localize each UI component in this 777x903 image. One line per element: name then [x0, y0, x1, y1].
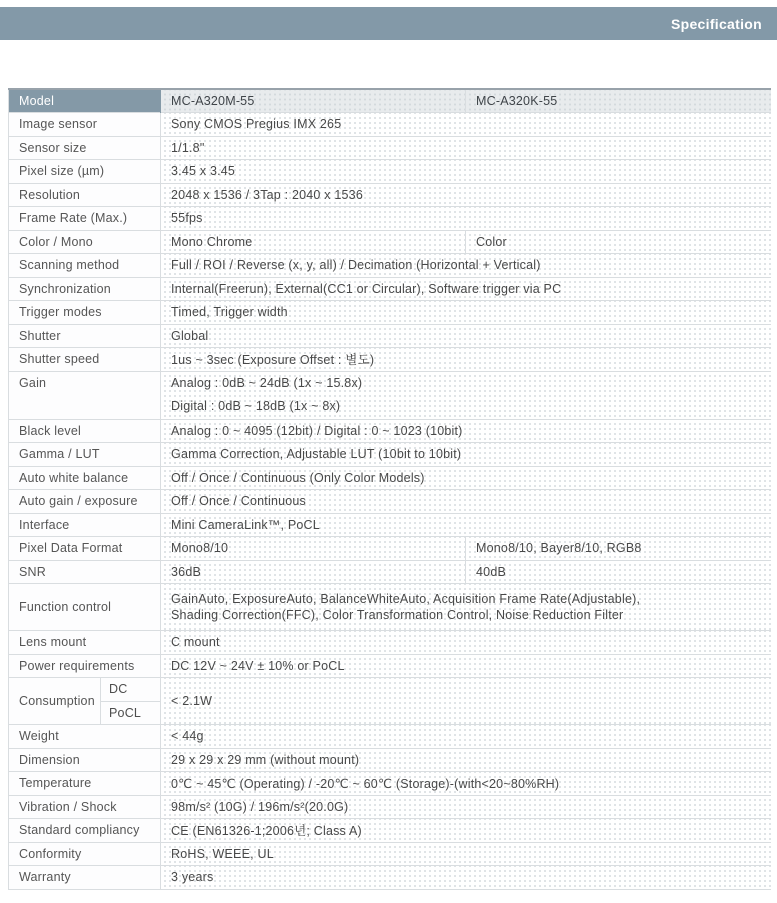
row-label: SNR: [9, 560, 161, 584]
row-pixel-size: [9, 160, 771, 184]
row-value: Full / ROI / Reverse (x, y, all) / Decimation (Horizontal + Vertical): [161, 254, 771, 278]
row-label: Warranty: [9, 866, 161, 890]
row-auto-white-balance: [9, 466, 771, 490]
row-value-color: Color: [466, 230, 771, 254]
row-label: Scanning method: [9, 254, 161, 278]
row-value: 29 x 29 x 29 mm (without mount): [161, 748, 771, 772]
row-label: Gain: [9, 371, 161, 419]
row-function-control: [9, 584, 771, 631]
row-value-color: 40dB: [466, 560, 771, 584]
model-color-cell: MC-A320K-55: [466, 89, 771, 113]
row-label: Gamma / LUT: [9, 443, 161, 467]
row-value: 1/1.8": [161, 136, 771, 160]
row-label: Consumption: [9, 678, 101, 725]
row-value: Off / Once / Continuous: [161, 490, 771, 514]
row-auto-gain-exposure: [9, 490, 771, 514]
row-color-mono: [9, 230, 771, 254]
row-label: Frame Rate (Max.): [9, 207, 161, 231]
row-value: Off / Once / Continuous (Only Color Models): [161, 466, 771, 490]
row-label: Power requirements: [9, 654, 161, 678]
row-value-mono: Mono Chrome: [161, 230, 466, 254]
row-value: 55fps: [161, 207, 771, 231]
row-lens-mount: [9, 631, 771, 655]
row-value: 2048 x 1536 / 3Tap : 2040 x 1536: [161, 183, 771, 207]
row-value: Analog : 0 ~ 4095 (12bit) / Digital : 0 ~ 1023 (10bit): [161, 419, 771, 443]
row-value: Timed, Trigger width: [161, 301, 771, 325]
row-label: Shutter: [9, 324, 161, 348]
row-label: Vibration / Shock: [9, 795, 161, 819]
row-vibration-shock: [9, 795, 771, 819]
row-label: Standard compliancy: [9, 819, 161, 843]
consumption-sub-pocl: PoCL: [101, 701, 161, 725]
row-label: Synchronization: [9, 277, 161, 301]
row-value: DC 12V ~ 24V ± 10% or PoCL: [161, 654, 771, 678]
row-label: Trigger modes: [9, 301, 161, 325]
row-standard-compliancy: [9, 819, 771, 843]
row-shutter-speed: [9, 348, 771, 372]
row-value: RoHS, WEEE, UL: [161, 842, 771, 866]
function-control-line1: GainAuto, ExposureAuto, BalanceWhiteAuto, Acquisition Frame Rate(Adjustable),: [171, 591, 641, 606]
row-value: [161, 584, 771, 631]
row-value: Gamma Correction, Adjustable LUT (10bit to 10bit): [161, 443, 771, 467]
row-value: Global: [161, 324, 771, 348]
row-temperature: [9, 772, 771, 796]
row-gain: [9, 371, 771, 419]
row-value: 0℃ ~ 45℃ (Operating) / -20℃ ~ 60℃ (Storage)-(with<20~80%RH): [161, 772, 771, 796]
row-interface: [9, 513, 771, 537]
row-synchronization: [9, 277, 771, 301]
gain-analog: Analog : 0dB ~ 24dB (1x ~ 15.8x): [171, 375, 363, 390]
row-label: Weight: [9, 725, 161, 749]
row-resolution: [9, 183, 771, 207]
row-power-requirements: [9, 654, 771, 678]
function-control-line2: Shading Correction(FFC), Color Transformation Control, Noise Reduction Filter: [171, 608, 624, 622]
row-image-sensor: [9, 113, 771, 137]
row-label: Conformity: [9, 842, 161, 866]
row-label: Function control: [9, 584, 161, 631]
row-black-level: [9, 419, 771, 443]
row-value: C mount: [161, 631, 771, 655]
row-label: Dimension: [9, 748, 161, 772]
row-pixel-data-format: [9, 537, 771, 561]
row-value: [161, 371, 771, 419]
row-label: Resolution: [9, 183, 161, 207]
row-consumption-dc: [9, 678, 771, 702]
row-label: Pixel size (µm): [9, 160, 161, 184]
row-value-color: Mono8/10, Bayer8/10, RGB8: [466, 537, 771, 561]
section-header-bar: [0, 7, 777, 40]
row-label: Image sensor: [9, 113, 161, 137]
row-value: Internal(Freerun), External(CC1 or Circular), Software trigger via PC: [161, 277, 771, 301]
row-label: Color / Mono: [9, 230, 161, 254]
row-label: Interface: [9, 513, 161, 537]
section-title: Specification: [670, 15, 762, 32]
row-label: Lens mount: [9, 631, 161, 655]
row-label: Temperature: [9, 772, 161, 796]
row-snr: [9, 560, 771, 584]
row-value: Mini CameraLink™, PoCL: [161, 513, 771, 537]
row-label: Shutter speed: [9, 348, 161, 372]
specification-table: [8, 88, 771, 890]
row-value-mono: Mono8/10: [161, 537, 466, 561]
row-value: 98m/s² (10G) / 196m/s²(20.0G): [161, 795, 771, 819]
row-gamma-lut: [9, 443, 771, 467]
row-value-mono: 36dB: [161, 560, 466, 584]
row-dimension: [9, 748, 771, 772]
row-label: Auto white balance: [9, 466, 161, 490]
row-trigger-modes: [9, 301, 771, 325]
row-value: CE (EN61326-1;2006년; Class A): [161, 819, 771, 843]
row-frame-rate: [9, 207, 771, 231]
row-shutter: [9, 324, 771, 348]
row-sensor-size: [9, 136, 771, 160]
row-label: Sensor size: [9, 136, 161, 160]
consumption-sub-dc: DC: [101, 678, 161, 702]
row-value: < 2.1W: [161, 678, 771, 725]
row-value: < 44g: [161, 725, 771, 749]
row-weight: [9, 725, 771, 749]
model-mono-cell: MC-A320M-55: [161, 89, 466, 113]
row-label: Black level: [9, 419, 161, 443]
row-label-model: Model: [9, 89, 161, 113]
row-label: Auto gain / exposure: [9, 490, 161, 514]
row-label: Pixel Data Format: [9, 537, 161, 561]
gain-digital: Digital : 0dB ~ 18dB (1x ~ 8x): [171, 399, 341, 413]
row-value: 3.45 x 3.45: [161, 160, 771, 184]
row-value: Sony CMOS Pregius IMX 265: [161, 113, 771, 137]
row-scanning-method: [9, 254, 771, 278]
row-conformity: [9, 842, 771, 866]
row-model: [9, 89, 771, 113]
row-warranty: [9, 866, 771, 890]
row-value: 3 years: [161, 866, 771, 890]
row-value: 1us ~ 3sec (Exposure Offset : 별도): [161, 348, 771, 372]
